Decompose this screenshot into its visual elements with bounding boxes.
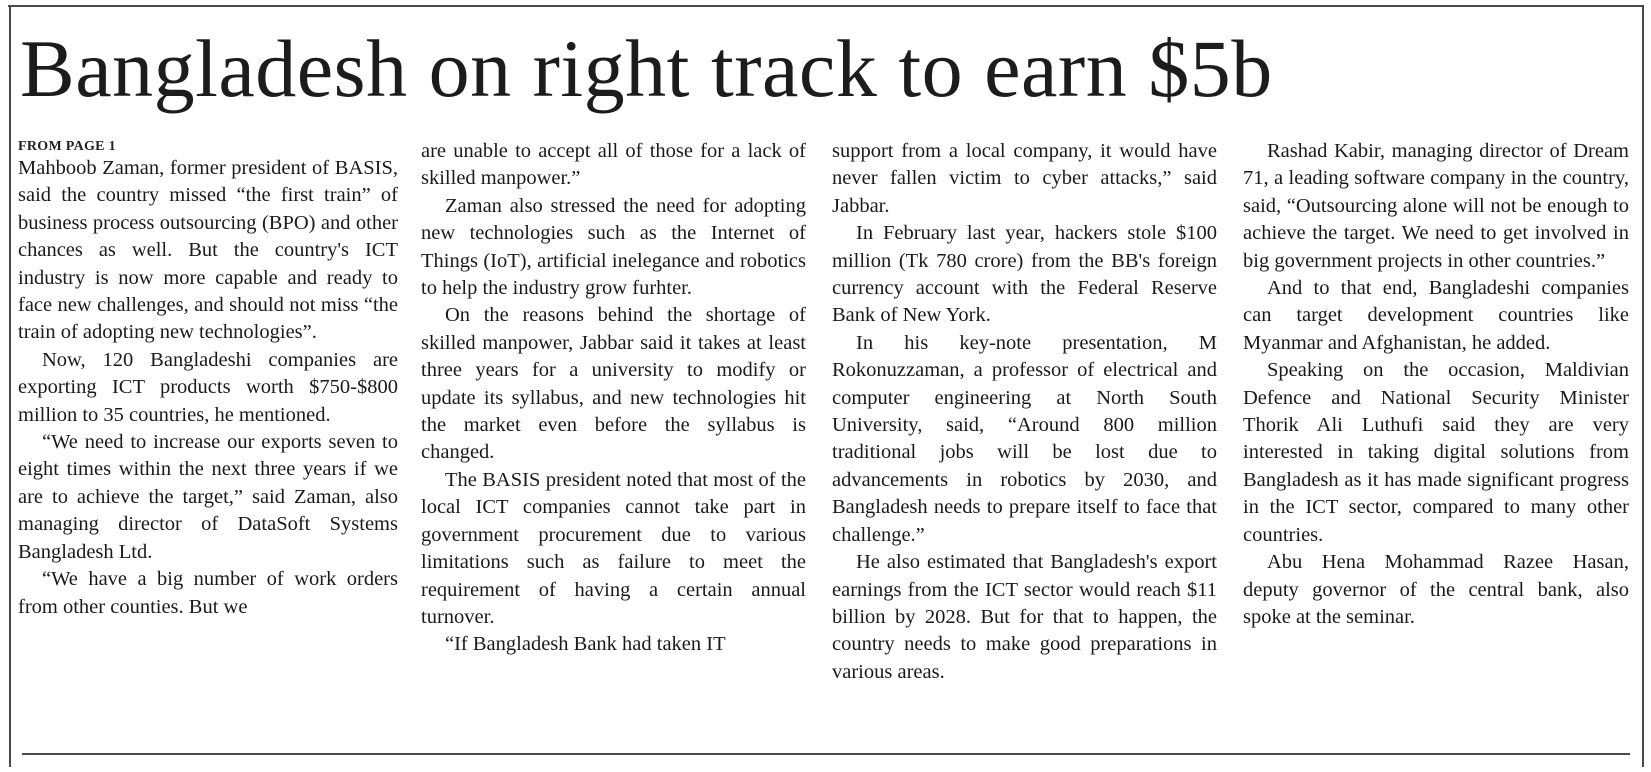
paragraph: “We need to increase our exports seven to eight times within the next three years if we are to achieve the target,” said Zaman, also managing director of DataSoft Systems Bangladesh Ltd. <box>18 431 398 563</box>
paragraph: Rashad Kabir, managing director of Dream 71, a leading software company in the country, said, “Outsourcing alone will not be enough to achieve the target. We need to get involved in big government projects in other countries.” <box>1243 140 1629 272</box>
top-border-rule <box>8 5 1643 7</box>
paragraph: Now, 120 Bangladeshi companies are exporting ICT products worth $750-$800 million to 35 countries, he mentioned. <box>18 348 398 426</box>
article-body <box>0 138 1651 744</box>
article-column-2 <box>421 138 806 744</box>
paragraph: Mahboob Zaman, former president of BASIS, said the country missed “the first train” of business process outsourcing (BPO) and other chances as well. But the country's ICT industry is now more capable and ready to face new challenges, and should not miss “the train of adopting new technologies”. <box>18 157 398 344</box>
continuation-kicker: FROM PAGE 1 <box>18 139 116 154</box>
paragraph: are unable to accept all of those for a lack of skilled manpower.” <box>421 140 806 190</box>
paragraph: Abu Hena Mohammad Razee Hasan, deputy governor of the central bank, also spoke at the seminar. <box>1243 551 1629 628</box>
paragraph: He also estimated that Bangladesh's export earnings from the ICT sector would reach $11 billion by 2028. But for that to happen, the country needs to make good preparations in various areas. <box>832 551 1217 683</box>
paragraph: In his key-note presentation, M Rokonuzzaman, a professor of electrical and computer engineering at North South University, said, “Around 800 million traditional jobs will be lost due to advancements in robotics by 2030, and Bangladesh needs to prepare itself to face that challenge.” <box>832 331 1217 546</box>
paragraph: The BASIS president noted that most of the local ICT companies cannot take part in government procurement due to various limitations such as failure to meet the requirement of having a certain annual turnover. <box>421 468 806 628</box>
paragraph: Zaman also stressed the need for adopting new technologies such as the Internet of Things (IoT), artificial inelegance and robotics to help the industry grow furhter. <box>421 194 806 300</box>
article-headline: Bangladesh on right track to earn $5b <box>20 23 1273 114</box>
paragraph: In February last year, hackers stole $100 million (Tk 780 crore) from the BB's foreign currency account with the Federal Reserve Bank of New York. <box>832 222 1217 327</box>
paragraph: support from a local company, it would have never fallen victim to cyber attacks,” said Jabbar. <box>832 140 1217 217</box>
paragraph: And to that end, Bangladeshi companies can target development countries like Myanmar and Afghanistan, he added. <box>1243 277 1629 354</box>
paragraph: Speaking on the occasion, Maldivian Defence and National Security Minister Thorik Ali Luthufi said they are very interested in taking digital solutions from Bangladesh as it has made significant progress in the ICT sector, compared to many other countries. <box>1243 359 1629 546</box>
paragraph: “We have a big number of work orders from other counties. But we <box>18 568 398 618</box>
article-column-4 <box>1243 138 1629 744</box>
bottom-divider-rule <box>22 753 1630 755</box>
article-column-3 <box>832 138 1217 744</box>
paragraph: On the reasons behind the shortage of skilled manpower, Jabbar said it takes at least three years for a university to modify or update its syllabus, and new technologies hit the market even before the syllabus is changed. <box>421 304 806 464</box>
article-column-1 <box>18 138 398 744</box>
paragraph: “If Bangladesh Bank had taken IT <box>445 633 726 656</box>
